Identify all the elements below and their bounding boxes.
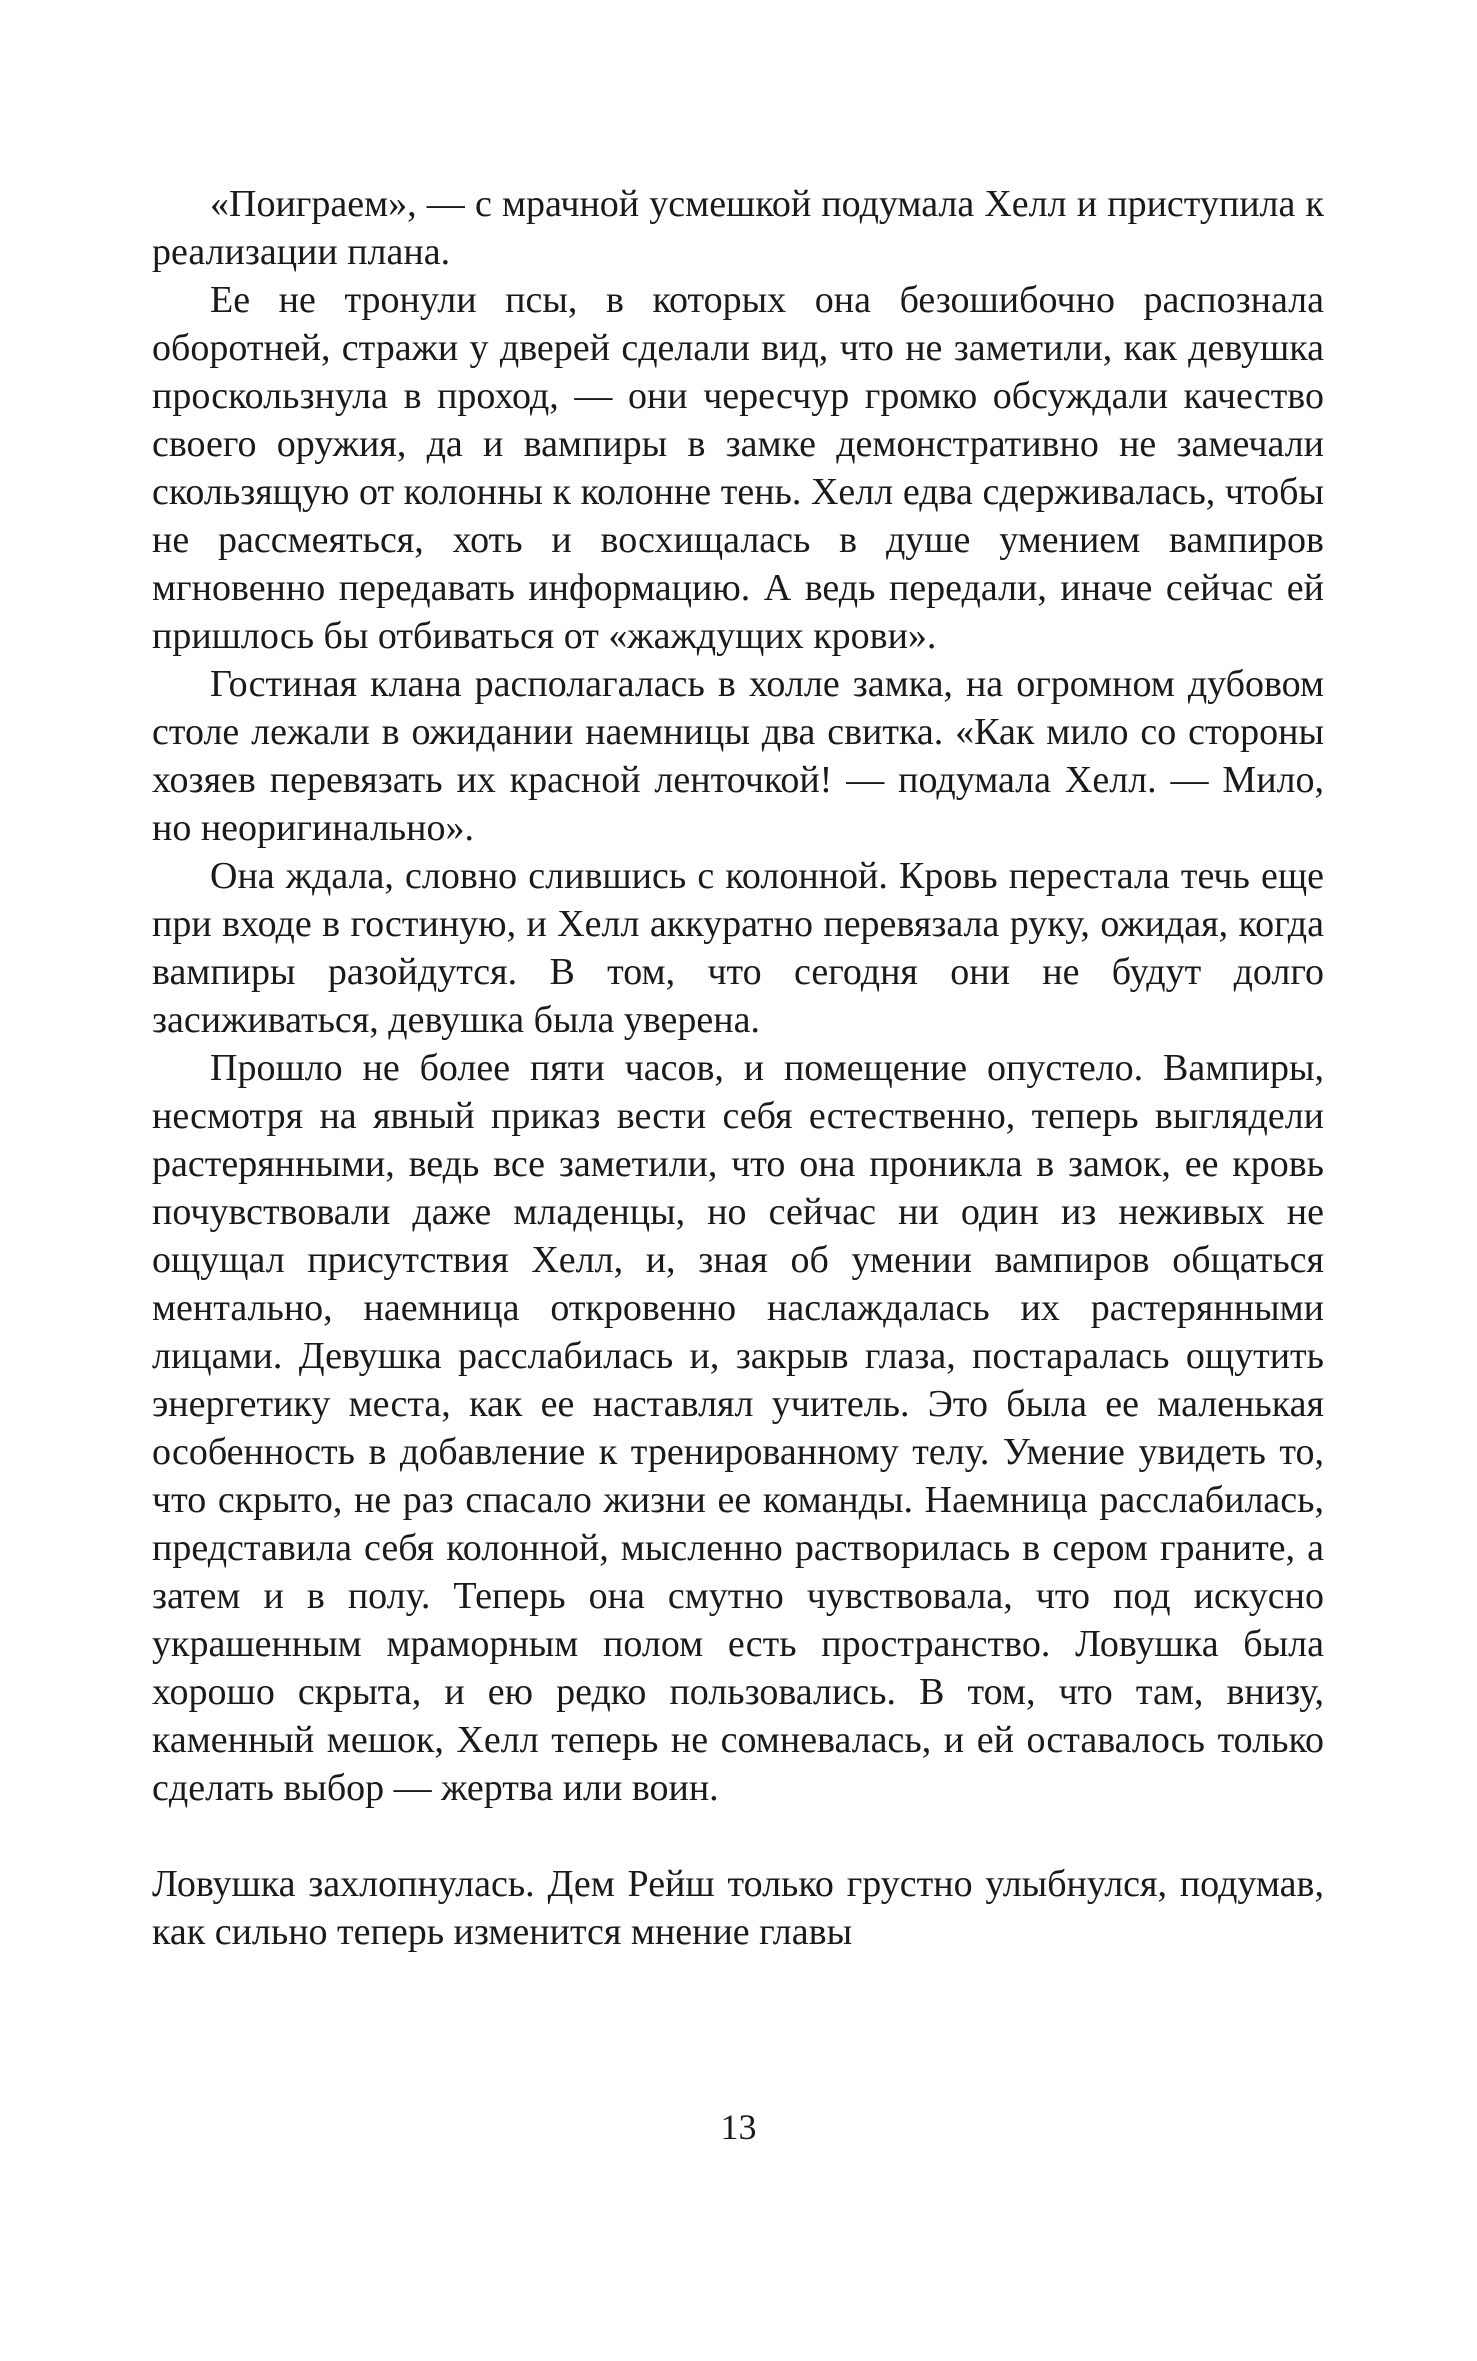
page-number: 13 (720, 2107, 757, 2147)
paragraph: Прошло не более пяти часов, и помещение опустело. Вампиры, несмотря на явный приказ вести себя естественно, теперь выглядели растерянными, ведь все заметили, что она проникла в замок, ее кровь почувствовали даже младенцы, но сейчас ни один из неживых не ощущал присутствия Хелл, и, зная об умении вампиров общаться ментально, наемница откровенно наслаждалась их растерянными лицами. Девушка расслабилась и, закрыв глаза, постаралась ощутить энергетику места, как ее наставлял учитель. Это была ее маленькая особенность в добавление к тренированному телу. Умение увидеть то, что скрыто, не раз спасало жизни ее команды. Наемница расслабилась, представила себя колонной, мысленно растворилась в сером граните, а затем и в полу. Теперь она смутно чувствовала, что под искусно украшенным мраморным полом есть пространство. Ловушка была хорошо скрыта, и ею редко пользовались. В том, что там, внизу, каменный мешок, Хелл теперь не сомневалась, и ей оставалось только сделать выбор — жертва или воин. (152, 1047, 1324, 1809)
paragraph: Гостиная клана располагалась в холле замка, на огромном дубовом столе лежали в ожидании наемницы два свитка. «Как мило со стороны хозяев перевязать их красной ленточкой! — подумала Хелл. — Мило, но неоригинально». (152, 663, 1324, 849)
section-break (152, 1812, 1324, 1860)
page-text (152, 180, 1324, 1956)
paragraph: Ловушка захлопнулась. Дем Рейш только грустно улыбнулся, подумав, как сильно теперь изменится мнение главы (152, 1863, 1324, 1953)
paragraph: Ее не тронули псы, в которых она безошибочно распознала оборотней, стражи у дверей сделали вид, что не заметили, как девушка проскользнула в проход, — они чересчур громко обсуждали качество своего оружия, да и вампиры в замке демонстративно не замечали скользящую от колонны к колонне тень. Хелл едва сдерживалась, чтобы не рассмеяться, хоть и восхищалась в душе умением вампиров мгновенно передавать информацию. А ведь передали, иначе сейчас ей пришлось бы отбиваться от «жаждущих крови». (152, 279, 1324, 657)
paragraph: «Поиграем», — с мрачной усмешкой подумала Хелл и приступила к реализации плана. (152, 183, 1324, 273)
paragraph: Она ждала, словно слившись с колонной. Кровь перестала течь еще при входе в гостиную, и Хелл аккуратно перевязала руку, ожидая, когда вампиры разойдутся. В том, что сегодня они не будут долго засиживаться, девушка была уверена. (152, 855, 1324, 1041)
